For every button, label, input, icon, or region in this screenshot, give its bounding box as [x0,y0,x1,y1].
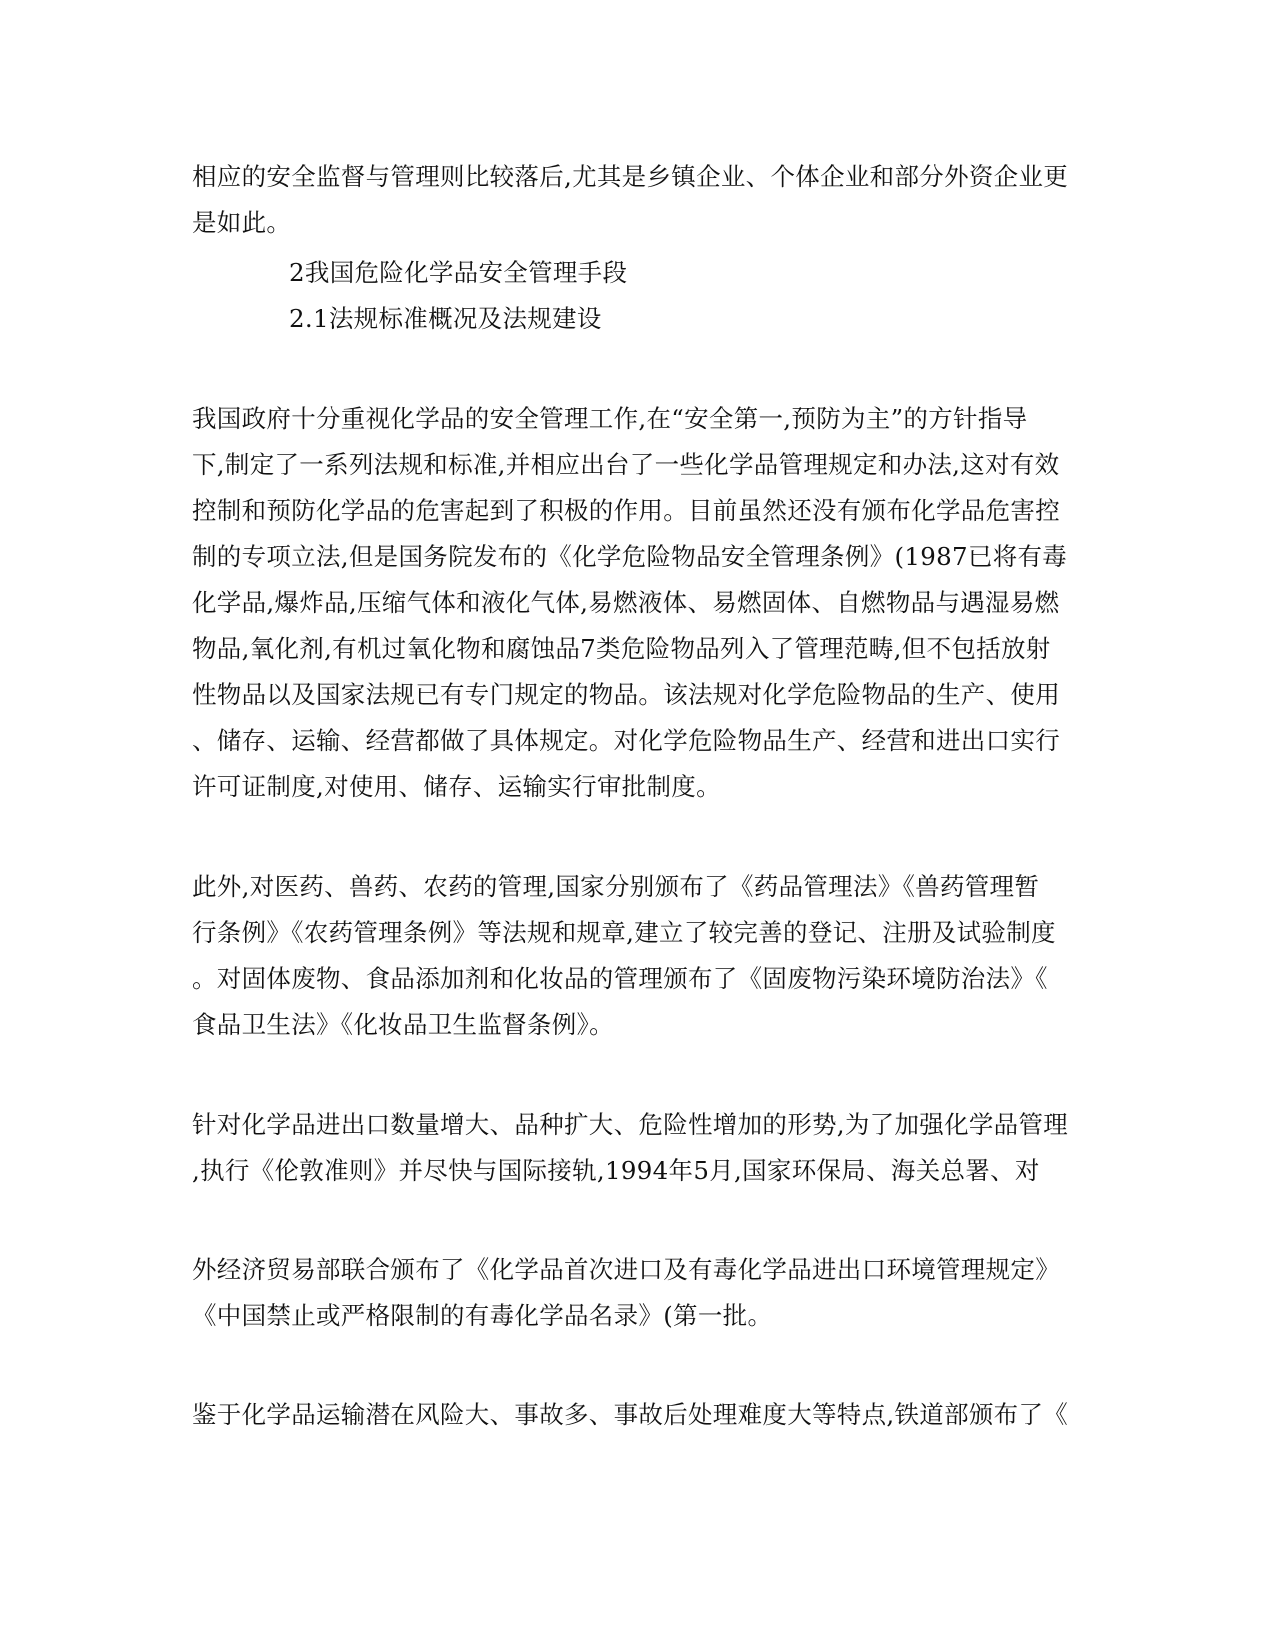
subsection-heading: 2.1法规标准概况及法规建设 [289,304,602,333]
text-line: 外经济贸易部联合颁布了《化学品首次进口及有毒化学品进出口环境管理规定》 [192,1255,1060,1284]
text-line: 《中国禁止或严格限制的有毒化学品名录》(第一批。 [192,1301,773,1330]
text-line: 是如此。 [192,208,292,237]
text-line: 食品卫生法》《化妆品卫生监督条例》。 [192,1010,614,1039]
text-line: 下,制定了一系列法规和标准,并相应出台了一些化学品管理规定和办法,这对有效 [192,450,1060,479]
text-line: 、储存、运输、经营都做了具体规定。对化学危险物品生产、经营和进出口实行 [192,726,1060,755]
text-line: 许可证制度,对使用、储存、运输实行审批制度。 [192,772,721,801]
text-line: 化学品,爆炸品,压缩气体和液化气体,易燃液体、易燃固体、自燃物品与遇湿易燃 [192,588,1060,617]
text-line: 行条例》《农药管理条例》等法规和规章,建立了较完善的登记、注册及试验制度 [192,918,1056,947]
text-line: 鉴于化学品运输潜在风险大、事故多、事故后处理难度大等特点,铁道部颁布了《 [192,1400,1069,1429]
text-line: 针对化学品进出口数量增大、品种扩大、危险性增加的形势,为了加强化学品管理 [192,1110,1069,1139]
text-line: 控制和预防化学品的危害起到了积极的作用。目前虽然还没有颁布化学品危害控 [192,496,1060,525]
text-line: ,执行《伦敦准则》并尽快与国际接轨,1994年5月,国家环保局、海关总署、对 [192,1156,1040,1185]
text-line: 。对固体废物、食品添加剂和化妆品的管理颁布了《固废物污染环境防治法》《 [192,964,1048,993]
text-line: 制的专项立法,但是国务院发布的《化学危险物品安全管理条例》(1987已将有毒 [192,542,1068,571]
section-heading: 2我国危险化学品安全管理手段 [289,258,628,287]
text-line: 性物品以及国家法规已有专门规定的物品。该法规对化学危险物品的生产、使用 [192,680,1060,709]
text-line: 物品,氧化剂,有机过氧化物和腐蚀品7类危险物品列入了管理范畴,但不包括放射 [192,634,1051,663]
text-line: 此外,对医药、兽药、农药的管理,国家分别颁布了《药品管理法》《兽药管理暂 [192,872,1040,901]
text-line: 我国政府十分重视化学品的安全管理工作,在“安全第一,预防为主”的方针指导 [192,404,1028,433]
text-line: 相应的安全监督与管理则比较落后,尤其是乡镇企业、个体企业和部分外资企业更 [192,162,1069,191]
